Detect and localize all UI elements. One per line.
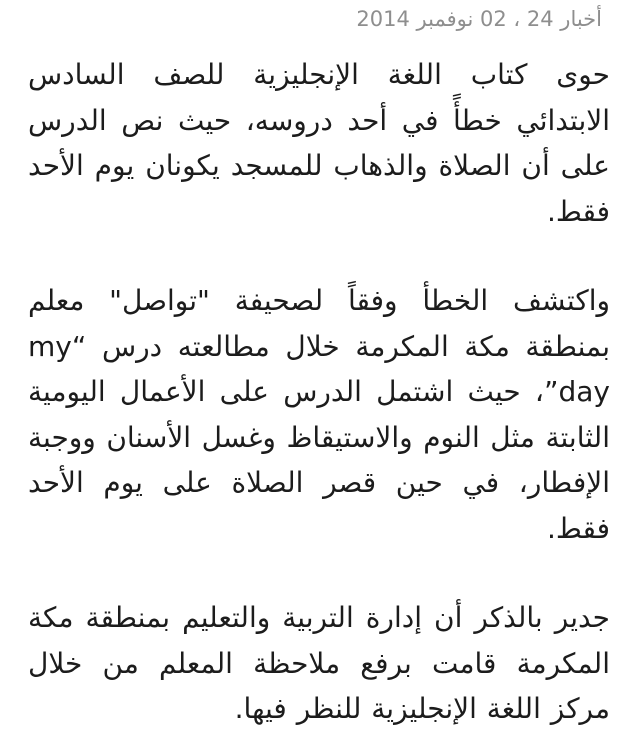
article-paragraph-2: واكتشف الخطأ وفقاً لصحيفة "تواصل" معلم بمنطقة مكة المكرمة خلال مطالعته درس “my day”، حيث اشتمل الدرس على الأعمال اليومية الثابتة مثل النوم والاستيقاظ وغسل الأسنان ووجبة الإفطار، في حين قصر الصلاة على يوم الأحد فقط. bbox=[28, 284, 610, 545]
article-paragraph-1: حوى كتاب اللغة الإنجليزية للصف السادس الابتدائي خطأً في أحد دروسه، حيث نص الدرس على أن الصلاة والذهاب للمسجد يكونان يوم الأحد فقط. bbox=[28, 58, 610, 228]
article-paragraph-3: جدير بالذكر أن إدارة التربية والتعليم بمنطقة مكة المكرمة قامت برفع ملاحظة المعلم من خلال مركز اللغة الإنجليزية للنظر فيها. bbox=[28, 601, 610, 725]
article-meta: أخبار 24 ، 02 نوفمبر 2014 bbox=[356, 7, 602, 31]
